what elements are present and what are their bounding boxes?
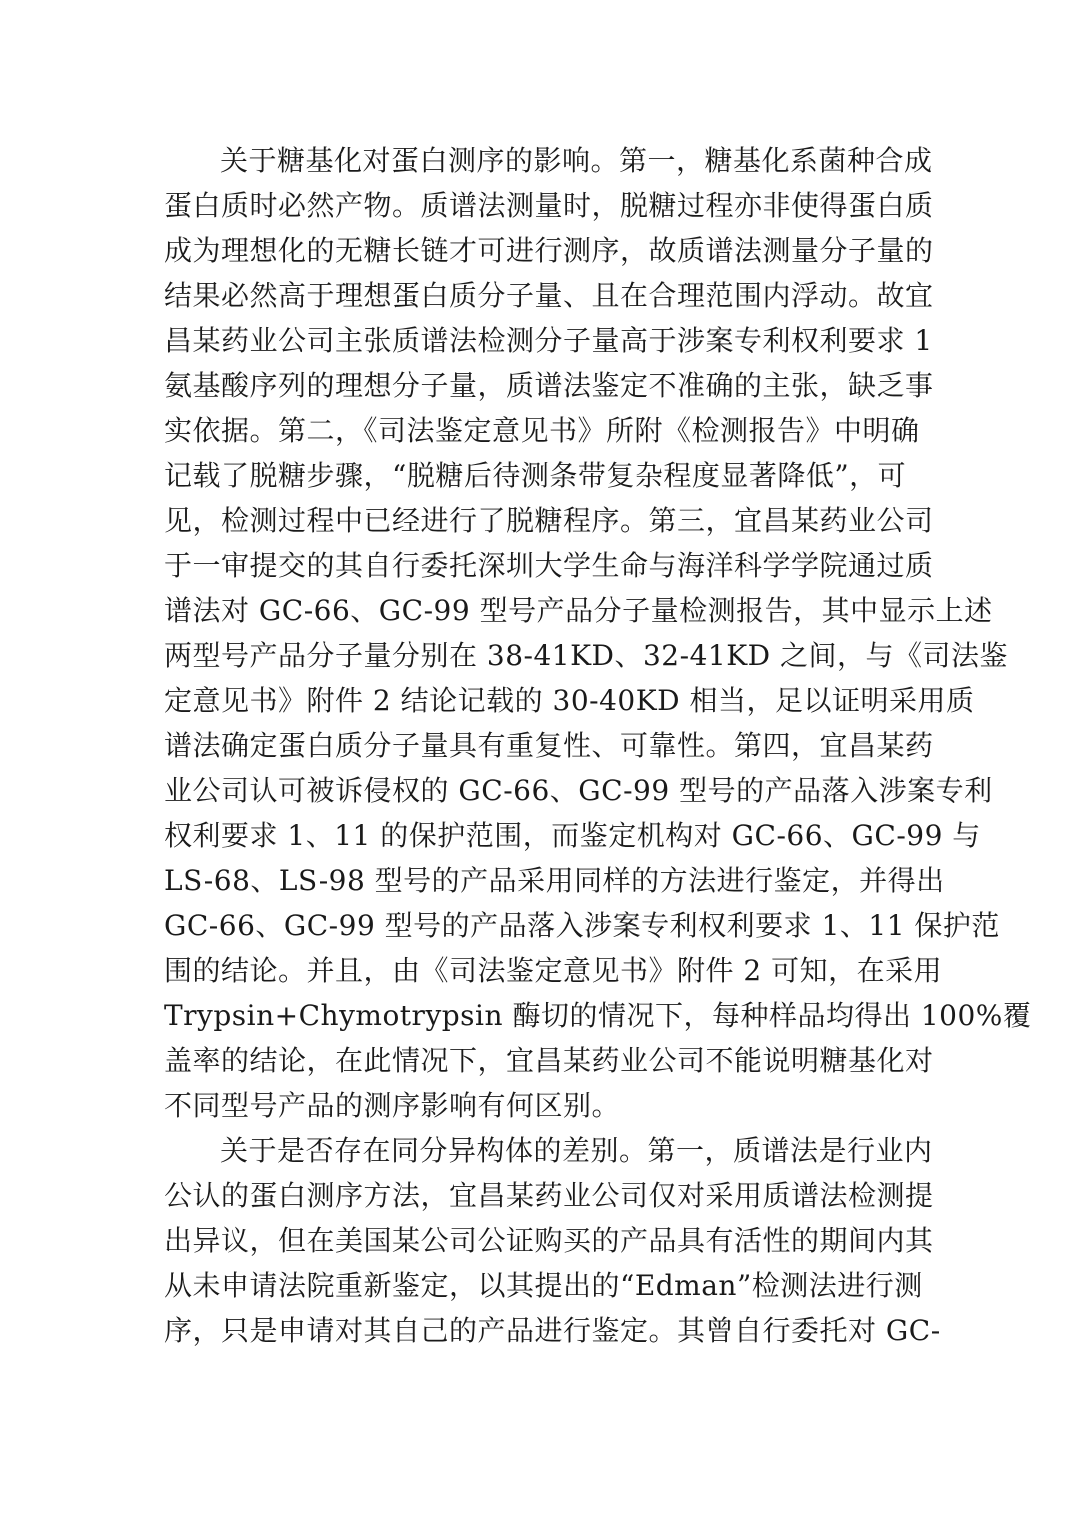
paragraph-line: 权利要求 1、11 的保护范围，而鉴定机构对 GC-66、GC-99 与 [164,819,981,852]
paragraph-line: 围的结论。并且，由《司法鉴定意见书》附件 2 可知，在采用 [164,954,943,987]
paragraph-line: 结果必然高于理想蛋白质分子量、且在合理范围内浮动。故宜 [164,279,934,312]
paragraph-line: Trypsin+Chymotrypsin 酶切的情况下，每种样品均得出 100%覆 [164,999,1032,1032]
paragraph-line: GC-66、GC-99 型号的产品落入涉案专利权利要求 1、11 保护范 [164,909,1000,942]
paragraph-line: 不同型号产品的测序影响有何区别。 [164,1089,621,1122]
paragraph-line: 谱法确定蛋白质分子量具有重复性、可靠性。第四，宜昌某药 [164,729,934,762]
paragraph-line: 于一审提交的其自行委托深圳大学生命与海洋科学学院通过质 [164,549,934,582]
paragraph-line: 业公司认可被诉侵权的 GC-66、GC-99 型号的产品落入涉案专利 [164,774,993,807]
paragraph-line: 定意见书》附件 2 结论记载的 30-40KD 相当，足以证明采用质 [164,684,975,717]
document-body [164,138,1032,1353]
paragraph-line: 见，检测过程中已经进行了脱糖程序。第三，宜昌某药业公司 [164,504,934,537]
paragraph-line: 两型号产品分子量分别在 38-41KD、32-41KD 之间，与《司法鉴 [164,639,1008,672]
paragraph-line: 氨基酸序列的理想分子量，质谱法鉴定不准确的主张，缺乏事 [164,369,934,402]
paragraph-line: 实依据。第二，《司法鉴定意见书》所附《检测报告》中明确 [164,414,920,447]
paragraph-line: 谱法对 GC-66、GC-99 型号产品分子量检测报告，其中显示上述 [164,594,993,627]
paragraph-isomer [164,1128,941,1353]
paragraph-line: 出异议，但在美国某公司公证购买的产品具有活性的期间内其 [164,1224,934,1257]
paragraph-line: LS-68、LS-98 型号的产品采用同样的方法进行鉴定，并得出 [164,864,945,897]
paragraph-line: 昌某药业公司主张质谱法检测分子量高于涉案专利权利要求 1 [164,324,933,357]
paragraph-glycosylation [164,138,1032,1128]
paragraph-line: 序，只是申请对其自己的产品进行鉴定。其曾自行委托对 GC- [164,1314,941,1347]
paragraph-line: 蛋白质时必然产物。质谱法测量时，脱糖过程亦非使得蛋白质 [164,189,934,222]
paragraph-line: 关于是否存在同分异构体的差别。第一，质谱法是行业内 [220,1134,933,1167]
paragraph-line: 关于糖基化对蛋白测序的影响。第一，糖基化系菌种合成 [220,144,933,177]
paragraph-line: 记载了脱糖步骤，“脱糖后待测条带复杂程度显著降低”，可 [164,459,907,492]
paragraph-line: 盖率的结论，在此情况下，宜昌某药业公司不能说明糖基化对 [164,1044,934,1077]
paragraph-line: 公认的蛋白测序方法，宜昌某药业公司仅对采用质谱法检测提 [164,1179,934,1212]
paragraph-line: 从未申请法院重新鉴定，以其提出的“Edman”检测法进行测 [164,1269,923,1302]
paragraph-line: 成为理想化的无糖长链才可进行测序，故质谱法测量分子量的 [164,234,934,267]
